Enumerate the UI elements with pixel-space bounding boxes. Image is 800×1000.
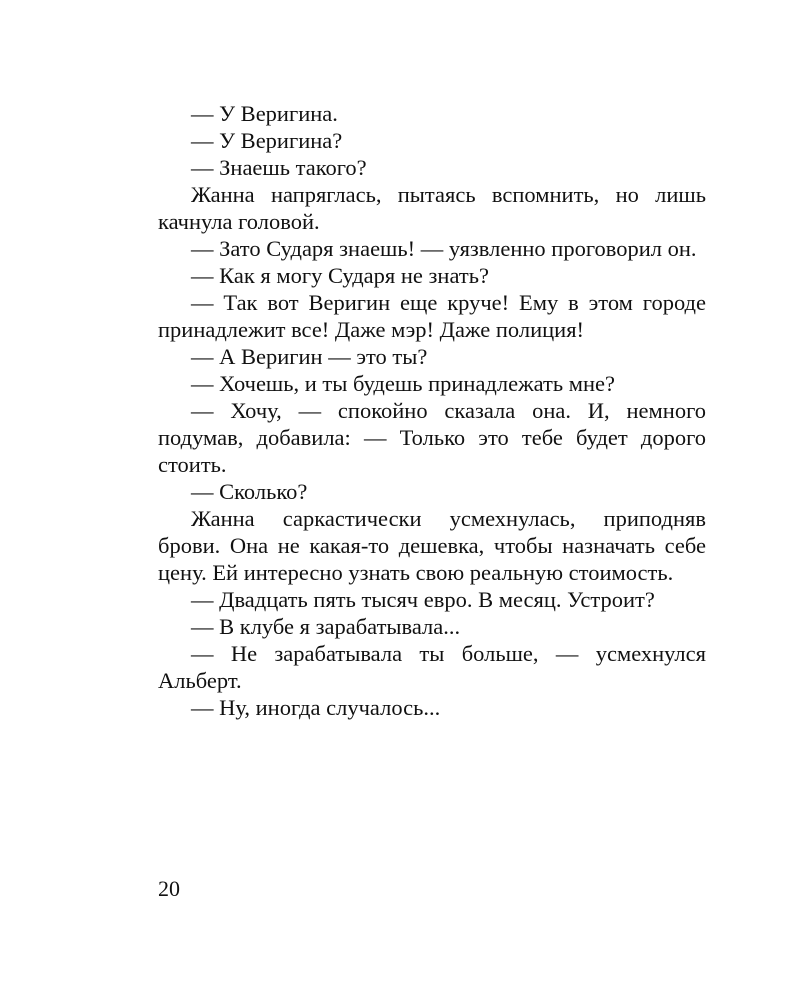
paragraph-15: — Не зарабатывала ты больше, — усмехнулся Альберт. bbox=[158, 641, 706, 693]
paragraph-10: — Хочу, — спокойно сказала она. И, немного подумав, добавила: — Только это тебе будет дорого стоить. bbox=[158, 398, 706, 477]
paragraph-8: — А Веригин — это ты? bbox=[191, 344, 428, 369]
paragraph-9: — Хочешь, и ты будешь принадлежать мне? bbox=[191, 371, 616, 396]
paragraph-4: Жанна напряглась, пытаясь вспомнить, но лишь качнула головой. bbox=[158, 182, 706, 234]
paragraph-11: — Сколько? bbox=[191, 479, 308, 504]
paragraph-6: — Как я могу Сударя не знать? bbox=[191, 263, 489, 288]
paragraph-2: — У Веригина? bbox=[191, 128, 343, 153]
paragraph-14: — В клубе я зарабатывала... bbox=[191, 614, 461, 639]
paragraph-12: Жанна саркастически усмехнулась, приподняв брови. Она не какая-то дешевка, чтобы назначать себе цену. Ей интересно узнать свою реальную стоимость. bbox=[158, 506, 706, 585]
paragraph-7: — Так вот Веригин еще круче! Ему в этом городе принадлежит все! Даже мэр! Даже полиция! bbox=[158, 290, 706, 342]
paragraph-5: — Зато Сударя знаешь! — уязвленно проговорил он. bbox=[191, 236, 697, 261]
page-text bbox=[158, 100, 706, 721]
paragraph-1: — У Веригина. bbox=[191, 101, 338, 126]
paragraph-3: — Знаешь такого? bbox=[191, 155, 367, 180]
page-number: 20 bbox=[158, 876, 180, 901]
paragraph-16: — Ну, иногда случалось... bbox=[191, 695, 441, 720]
paragraph-13: — Двадцать пять тысяч евро. В месяц. Устроит? bbox=[191, 587, 655, 612]
